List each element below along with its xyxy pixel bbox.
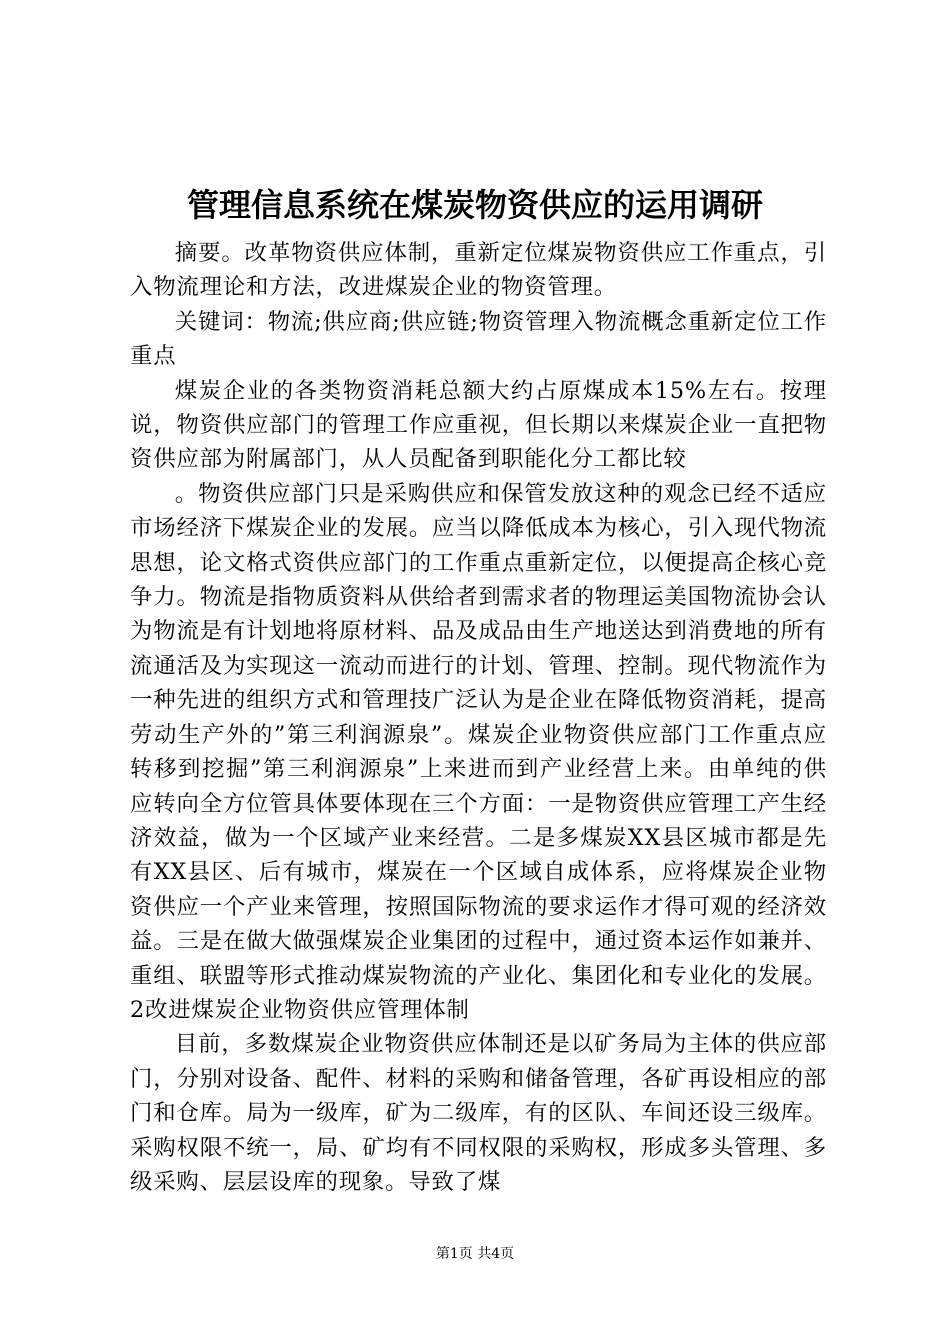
page-footer: 第1页 共4页 bbox=[435, 1246, 515, 1262]
document-body bbox=[130, 236, 827, 1199]
keywords-paragraph: 关键词：物流;供应商;供应链;物资管理入物流概念重新定位工作重点 bbox=[130, 308, 827, 370]
body-paragraph: 煤炭企业的各类物资消耗总额大约占原煤成本15%左右。按理说，物资供应部门的管理工作应重视，但长期以来煤炭企业一直把物资供应部为附属部门，从人员配备到职能化分工都比较 bbox=[130, 377, 827, 473]
abstract-paragraph: 摘要。改革物资供应体制，重新定位煤炭物资供应工作重点，引入物流理论和方法，改进煤炭企业的物资管理。 bbox=[130, 240, 827, 301]
document-title: 管理信息系统在煤炭物资供应的运用调研 bbox=[186, 186, 763, 224]
body-paragraph: 。物资供应部门只是采购供应和保管发放这种的观念已经不适应市场经济下煤炭企业的发展。应当以降低成本为核心，引入现代物流思想，论文格式资供应部门的工作重点重新定位，以便提高企核心竞争力。物流是指物质资料从供给者到需求者的物理运美国物流协会认为物流是有计划地将原材料、品及成品由生产地送达到消费地的所有流通活及为实现这一流动而进行的计划、管理、控制。现代物流作为一种先进的组织方式和管理技广泛认为是企业在降低物资消耗，提高劳动生产外的”第三利润源泉”。煤炭企业物资供应部门工作重点应转移到挖掘”第三利润源泉”上来进而到产业经营上来。由单纯的供应转向全方位管具体要体现在三个方面：一是物资供应管理工产生经济效益，做为一个区域产业来经营。二是多煤炭XX县区城市都是先有XX县区、后有城市，煤炭在一个区域自成体系，应将煤炭企业物资供应一个产业来管理，按照国际物流的要求运作才得可观的经济效益。三是在做大做强煤炭企业集团的过程中，通过资本运作如兼并、重组、联盟等形式推动煤炭物流的产业化、集团化和专业化的发展。2改进煤炭企业物资供应管理体制 bbox=[130, 480, 827, 1023]
body-paragraph: 目前，多数煤炭企业物资供应体制还是以矿务局为主体的供应部门，分别对设备、配件、材料的采购和储备管理，各矿再设相应的部门和仓库。局为一级库，矿为二级库，有的区队、车间还设三级库。采购权限不统一，局、矿均有不同权限的采购权，形成多头管理、多级采购、层层设库的现象。导致了煤 bbox=[130, 1031, 827, 1195]
